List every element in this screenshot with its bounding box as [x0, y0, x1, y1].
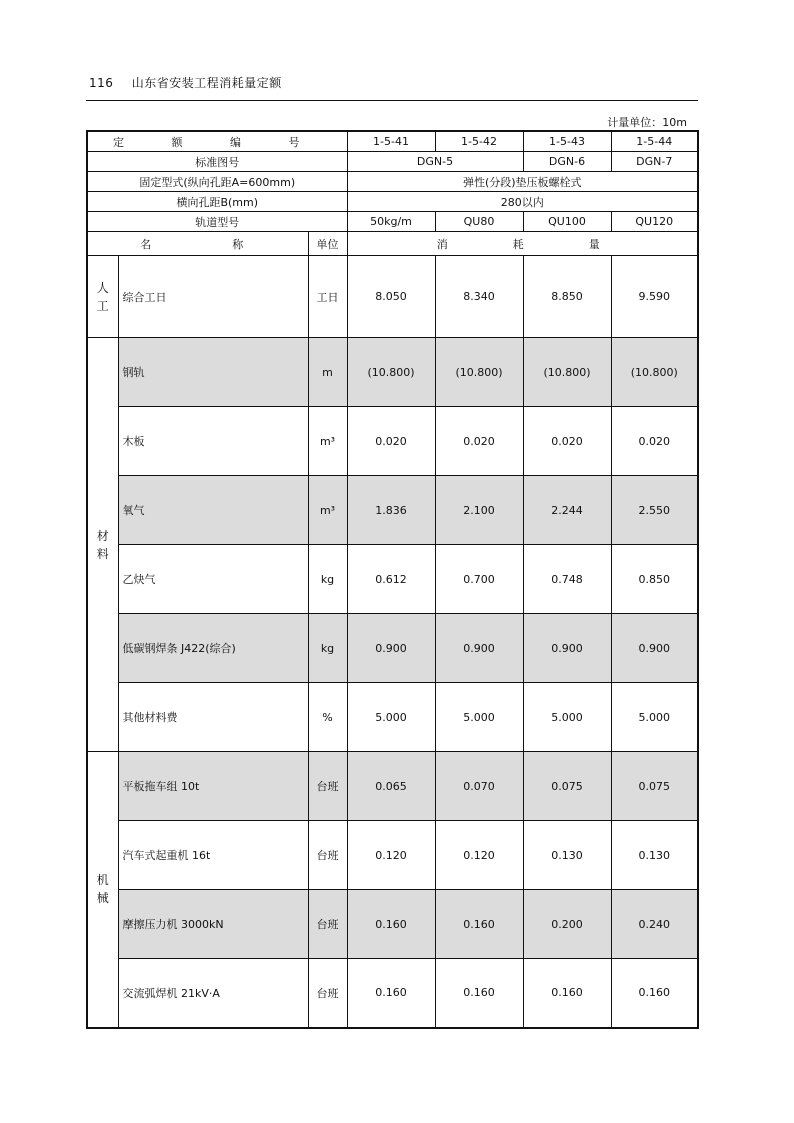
consumption-value: 0.900 — [611, 614, 698, 683]
drawing-number: DGN-7 — [611, 152, 698, 172]
consumption-value: 0.130 — [611, 821, 698, 890]
table-row — [87, 256, 698, 338]
consumption-value: 0.850 — [611, 545, 698, 614]
item-unit: kg — [308, 614, 347, 683]
item-unit: 台班 — [308, 959, 347, 1028]
item-name: 交流弧焊机 21kV·A — [118, 959, 308, 1028]
table-row — [87, 407, 698, 476]
table-row — [87, 614, 698, 683]
fixing-type-label: 固定型式(纵向孔距A=600mm) — [87, 172, 347, 192]
item-name: 综合工日 — [118, 256, 308, 338]
page-header — [89, 74, 282, 91]
name-header: 名 称 — [87, 232, 308, 256]
consumption-value: (10.800) — [435, 338, 523, 407]
header-rule — [86, 100, 698, 101]
hole-spacing-label: 横向孔距B(mm) — [87, 192, 347, 212]
consumption-value: (10.800) — [523, 338, 611, 407]
table-row — [87, 338, 698, 407]
consumption-value: 0.120 — [347, 821, 435, 890]
consumption-value: 0.900 — [347, 614, 435, 683]
rail-type: 50kg/m — [347, 212, 435, 232]
item-unit: m — [308, 338, 347, 407]
consumption-value: 8.340 — [435, 256, 523, 338]
item-unit: 工日 — [308, 256, 347, 338]
item-name: 低碳钢焊条 J422(综合) — [118, 614, 308, 683]
consumption-value: 2.244 — [523, 476, 611, 545]
consumption-value: 5.000 — [523, 683, 611, 752]
item-name: 氧气 — [118, 476, 308, 545]
consumption-value: 0.160 — [435, 890, 523, 959]
item-unit: 台班 — [308, 890, 347, 959]
table-row — [87, 821, 698, 890]
table-row — [87, 545, 698, 614]
consumption-value: 0.160 — [347, 890, 435, 959]
quota-code: 1-5-41 — [347, 131, 435, 152]
rail-type: QU80 — [435, 212, 523, 232]
rail-type: QU100 — [523, 212, 611, 232]
consumption-value: 0.120 — [435, 821, 523, 890]
consumption-value: 8.050 — [347, 256, 435, 338]
item-unit: kg — [308, 545, 347, 614]
consumption-value: 0.748 — [523, 545, 611, 614]
consumption-value: 1.836 — [347, 476, 435, 545]
consumption-value: (10.800) — [611, 338, 698, 407]
item-name: 乙炔气 — [118, 545, 308, 614]
item-name: 木板 — [118, 407, 308, 476]
unit-note: 计量单位：10m — [607, 116, 687, 129]
drawing-number: DGN-6 — [523, 152, 611, 172]
item-unit: m³ — [308, 476, 347, 545]
hole-spacing-value: 280以内 — [347, 192, 698, 212]
quota-number-label: 定 额 编 号 — [87, 131, 347, 152]
consumption-value: 0.160 — [523, 959, 611, 1028]
table-row — [87, 476, 698, 545]
consumption-value: 0.900 — [435, 614, 523, 683]
rail-type: QU120 — [611, 212, 698, 232]
consumption-value: 9.590 — [611, 256, 698, 338]
consumption-value: 0.160 — [347, 959, 435, 1028]
consumption-value: 0.065 — [347, 752, 435, 821]
group-label-char: 机 — [96, 873, 109, 888]
rail-type-label: 轨道型号 — [87, 212, 347, 232]
consumption-value: 0.700 — [435, 545, 523, 614]
group-label — [87, 752, 118, 1028]
consumption-value: 2.100 — [435, 476, 523, 545]
consumption-value: 0.240 — [611, 890, 698, 959]
table-row — [87, 752, 698, 821]
item-unit: 台班 — [308, 752, 347, 821]
consumption-value: 0.160 — [611, 959, 698, 1028]
group-label-char: 人 — [96, 280, 109, 295]
column-header-row — [87, 232, 698, 256]
consumption-value: 0.020 — [523, 407, 611, 476]
row-rail-type — [87, 212, 698, 232]
group-label-char: 械 — [96, 891, 109, 906]
page-number: 116 — [89, 76, 114, 90]
unit-header: 单位 — [308, 232, 347, 256]
drawing-number-label: 标准图号 — [87, 152, 347, 172]
consumption-value: (10.800) — [347, 338, 435, 407]
fixing-type-value: 弹性(分段)垫压板螺栓式 — [347, 172, 698, 192]
consumption-value: 0.200 — [523, 890, 611, 959]
quota-table — [86, 130, 699, 1029]
quota-code: 1-5-42 — [435, 131, 523, 152]
item-name: 钢轨 — [118, 338, 308, 407]
row-fixing-type — [87, 172, 698, 192]
drawing-number: DGN-5 — [347, 152, 523, 172]
book-title: 山东省安装工程消耗量定额 — [131, 76, 282, 90]
item-name: 平板拖车组 10t — [118, 752, 308, 821]
item-name: 摩擦压力机 3000kN — [118, 890, 308, 959]
group-label — [87, 338, 118, 752]
quota-code: 1-5-43 — [523, 131, 611, 152]
item-name: 汽车式起重机 16t — [118, 821, 308, 890]
consumption-value: 0.020 — [611, 407, 698, 476]
item-unit: % — [308, 683, 347, 752]
consumption-value: 8.850 — [523, 256, 611, 338]
consumption-value: 0.075 — [611, 752, 698, 821]
quota-code: 1-5-44 — [611, 131, 698, 152]
consumption-value: 0.075 — [523, 752, 611, 821]
group-label-char: 材 — [96, 528, 109, 543]
item-unit: 台班 — [308, 821, 347, 890]
row-hole-spacing — [87, 192, 698, 212]
group-label-char: 工 — [96, 298, 109, 313]
group-label — [87, 256, 118, 338]
consumption-value: 0.612 — [347, 545, 435, 614]
consumption-header: 消 耗 量 — [347, 232, 698, 256]
row-drawing-number — [87, 152, 698, 172]
consumption-value: 0.900 — [523, 614, 611, 683]
consumption-value: 5.000 — [435, 683, 523, 752]
consumption-value: 5.000 — [347, 683, 435, 752]
consumption-value: 0.130 — [523, 821, 611, 890]
table-row — [87, 959, 698, 1028]
consumption-value: 0.160 — [435, 959, 523, 1028]
item-unit: m³ — [308, 407, 347, 476]
consumption-value: 2.550 — [611, 476, 698, 545]
row-quota-number — [87, 131, 698, 152]
table-row — [87, 890, 698, 959]
consumption-value: 0.020 — [347, 407, 435, 476]
group-label-char: 料 — [96, 546, 109, 561]
consumption-value: 5.000 — [611, 683, 698, 752]
item-name: 其他材料费 — [118, 683, 308, 752]
consumption-value: 0.020 — [435, 407, 523, 476]
table-row — [87, 683, 698, 752]
consumption-value: 0.070 — [435, 752, 523, 821]
